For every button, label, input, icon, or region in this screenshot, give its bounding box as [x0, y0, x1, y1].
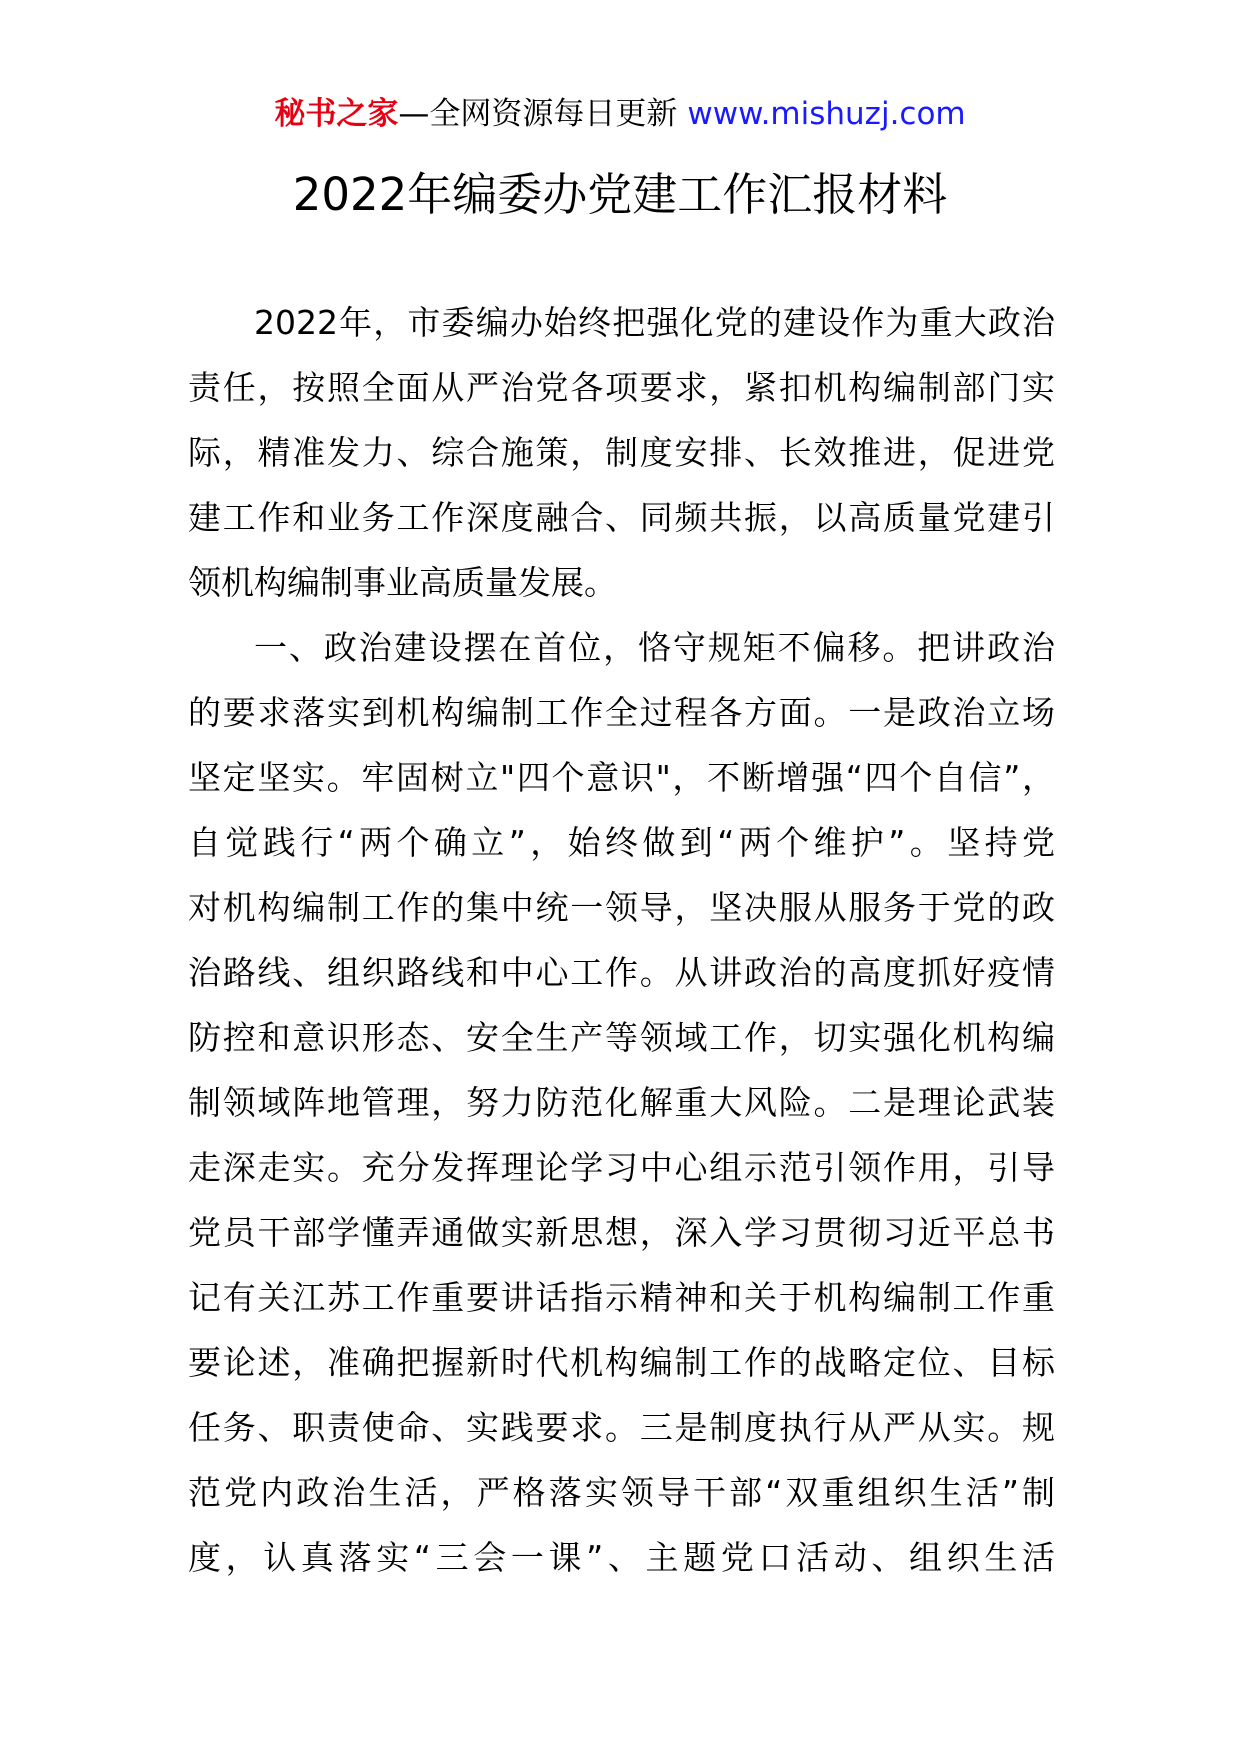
paragraph-line: 对机构编制工作的集中统一领导，坚决服从服务于党的政	[188, 888, 1055, 927]
paragraph-line: 领机构编制事业高质量发展。	[188, 563, 617, 602]
paragraph-line: 2022年，市委编办始终把强化党的建设作为重大政治	[254, 303, 1055, 342]
paragraph-line: 要论述，准确把握新时代机构编制工作的战略定位、目标	[188, 1343, 1055, 1382]
paragraph-line: 制领域阵地管理，努力防范化解重大风险。二是理论武装	[188, 1083, 1055, 1122]
brand-tagline: —全网资源每日更新	[398, 96, 678, 132]
paragraph-section-one	[188, 615, 1055, 1590]
paragraph-line: 度，认真落实“三会一课”、主题党口活动、组织生活	[188, 1538, 1055, 1577]
paragraph-line: 治路线、组织路线和中心工作。从讲政治的高度抓好疫情	[188, 953, 1055, 992]
paragraph-intro	[188, 290, 1055, 615]
paragraph-line: 记有关江苏工作重要讲话指示精神和关于机构编制工作重	[188, 1278, 1055, 1317]
paragraph-line: 建工作和业务工作深度融合、同频共振，以高质量党建引	[188, 498, 1055, 537]
brand-name: 秘书之家	[274, 96, 399, 132]
paragraph-line: 自觉践行“两个确立”，始终做到“两个维护”。坚持党	[188, 823, 1055, 862]
paragraph-line: 走深走实。充分发挥理论学习中心组示范引领作用，引导	[188, 1148, 1055, 1187]
document-title: 2022年编委办党建工作汇报材料	[292, 168, 948, 221]
paragraph-line: 际，精准发力、综合施策，制度安排、长效推进，促进党	[188, 433, 1055, 472]
paragraph-line: 党员干部学懂弄通做实新思想，深入学习贯彻习近平总书	[188, 1213, 1055, 1252]
paragraph-line: 的要求落实到机构编制工作全过程各方面。一是政治立场	[188, 693, 1055, 732]
brand-url: www.mishuzj.com	[687, 96, 966, 132]
paragraph-line: 范党内政治生活，严格落实领导干部“双重组织生活”制	[188, 1473, 1055, 1512]
paragraph-line: 责任，按照全面从严治党各项要求，紧扣机构编制部门实	[188, 368, 1055, 407]
paragraph-line: 一、政治建设摆在首位，恪守规矩不偏移。把讲政治	[254, 628, 1055, 667]
document-body	[188, 290, 1055, 1590]
paragraph-line: 防控和意识形态、安全生产等领域工作，切实强化机构编	[188, 1018, 1055, 1057]
paragraph-line: 坚定坚实。牢固树立"四个意识"，不断增强“四个自信”，	[188, 758, 1055, 797]
paragraph-line: 任务、职责使命、实践要求。三是制度执行从严从实。规	[188, 1408, 1055, 1447]
site-watermark-header	[0, 94, 1240, 134]
